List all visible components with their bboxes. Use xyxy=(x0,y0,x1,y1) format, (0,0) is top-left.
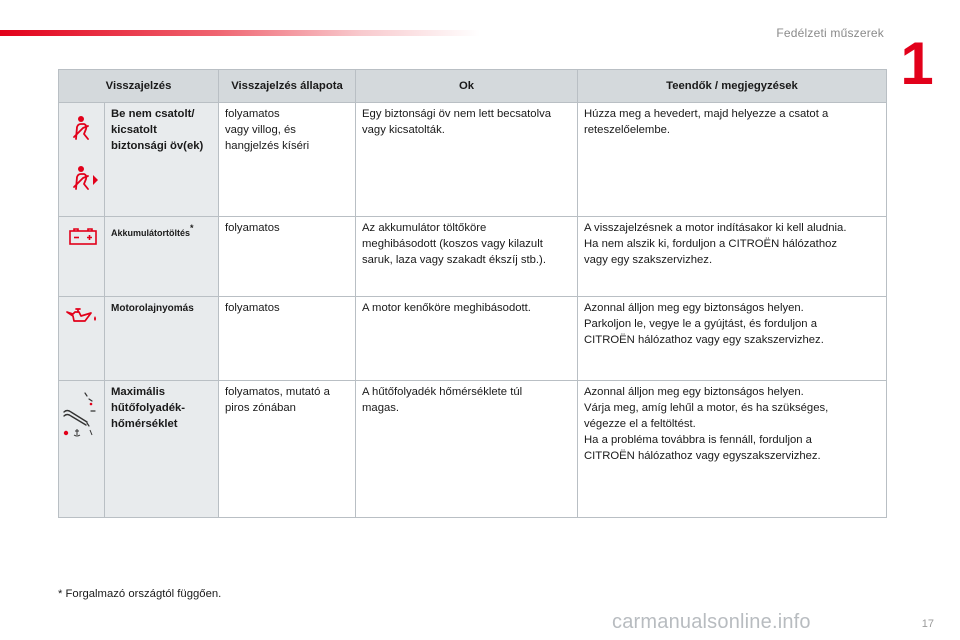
footnote: * Forgalmazó országtól függően. xyxy=(58,588,222,600)
seatbelt-passenger-warning-icon xyxy=(69,165,99,193)
coolant-temperature-gauge-icon xyxy=(61,389,103,441)
table-row xyxy=(59,217,887,297)
column-header-state: Visszajelzés állapota xyxy=(219,70,356,103)
cause-cell: Az akkumulátor töltőköre meghibásodott (koszos vagy kilazult saruk, laza vagy szakadt ékszíj stb.). xyxy=(356,217,578,297)
action-cell: Azonnal álljon meg egy biztonságos helyen. Várja meg, amíg lehűl a motor, és ha szükséges, végezze el a feltöltést. Ha a probléma továbbra is fennáll, forduljon a CITROËN hálózathoz vagy egyszakszervizhez. xyxy=(578,381,887,518)
oil-pressure-icon xyxy=(65,307,99,325)
cause-cell: A hűtőfolyadék hőmérséklete túl magas. xyxy=(356,381,578,518)
icon-cell xyxy=(59,217,105,297)
watermark: carmanualsonline.info xyxy=(612,611,811,633)
state-cell: folyamatos vagy villog, és hangjelzés kíséri xyxy=(219,103,356,217)
icon-cell xyxy=(59,381,105,518)
footnote-marker: * xyxy=(190,223,194,233)
action-cell: Húzza meg a hevedert, majd helyezze a csatot a reteszelőelembe. xyxy=(578,103,887,217)
state-cell: folyamatos xyxy=(219,217,356,297)
header-accent-bar xyxy=(0,30,480,36)
indicator-label-text: Akkumulátortöltés xyxy=(111,227,191,238)
action-cell: A visszajelzésnek a motor indításakor ki kell aludnia. Ha nem alszik ki, forduljon a CITROËN hálózathoz vagy egy szakszervizhez. xyxy=(578,217,887,297)
indicator-label xyxy=(105,217,219,297)
table-row xyxy=(59,103,887,217)
state-cell: folyamatos xyxy=(219,297,356,381)
chapter-number xyxy=(900,30,934,97)
chapter-number-text: 1 xyxy=(900,30,934,97)
table-row xyxy=(59,381,887,518)
column-header-indicator: Visszajelzés xyxy=(59,70,219,103)
seatbelt-warning-icon xyxy=(69,115,95,143)
icon-cell xyxy=(59,103,105,217)
state-cell: folyamatos, mutató a piros zónában xyxy=(219,381,356,518)
action-cell: Azonnal álljon meg egy biztonságos helyen. Parkoljon le, vegye le a gyújtást, és forduljon a CITROËN hálózathoz vagy egy szakszervizhez. xyxy=(578,297,887,381)
battery-icon xyxy=(69,227,97,245)
section-title: Fedélzeti műszerek xyxy=(776,26,884,40)
indicator-label xyxy=(105,297,219,381)
warning-lights-table xyxy=(58,69,887,518)
page-number: 17 xyxy=(921,618,934,630)
column-header-action: Teendők / megjegyzések xyxy=(578,70,887,103)
indicator-label: Be nem csatolt/ kicsatolt biztonsági öv(ek) xyxy=(105,103,219,217)
indicator-label: Maximális hűtőfolyadék-hőmérséklet xyxy=(105,381,219,518)
cause-cell: A motor kenőköre meghibásodott. xyxy=(356,297,578,381)
column-header-cause: Ok xyxy=(356,70,578,103)
table-header-row xyxy=(59,70,887,103)
table-row xyxy=(59,297,887,381)
indicator-label-text: Motorolajnyomás xyxy=(111,303,194,314)
icon-cell xyxy=(59,297,105,381)
cause-cell: Egy biztonsági öv nem lett becsatolva vagy kicsatolták. xyxy=(356,103,578,217)
